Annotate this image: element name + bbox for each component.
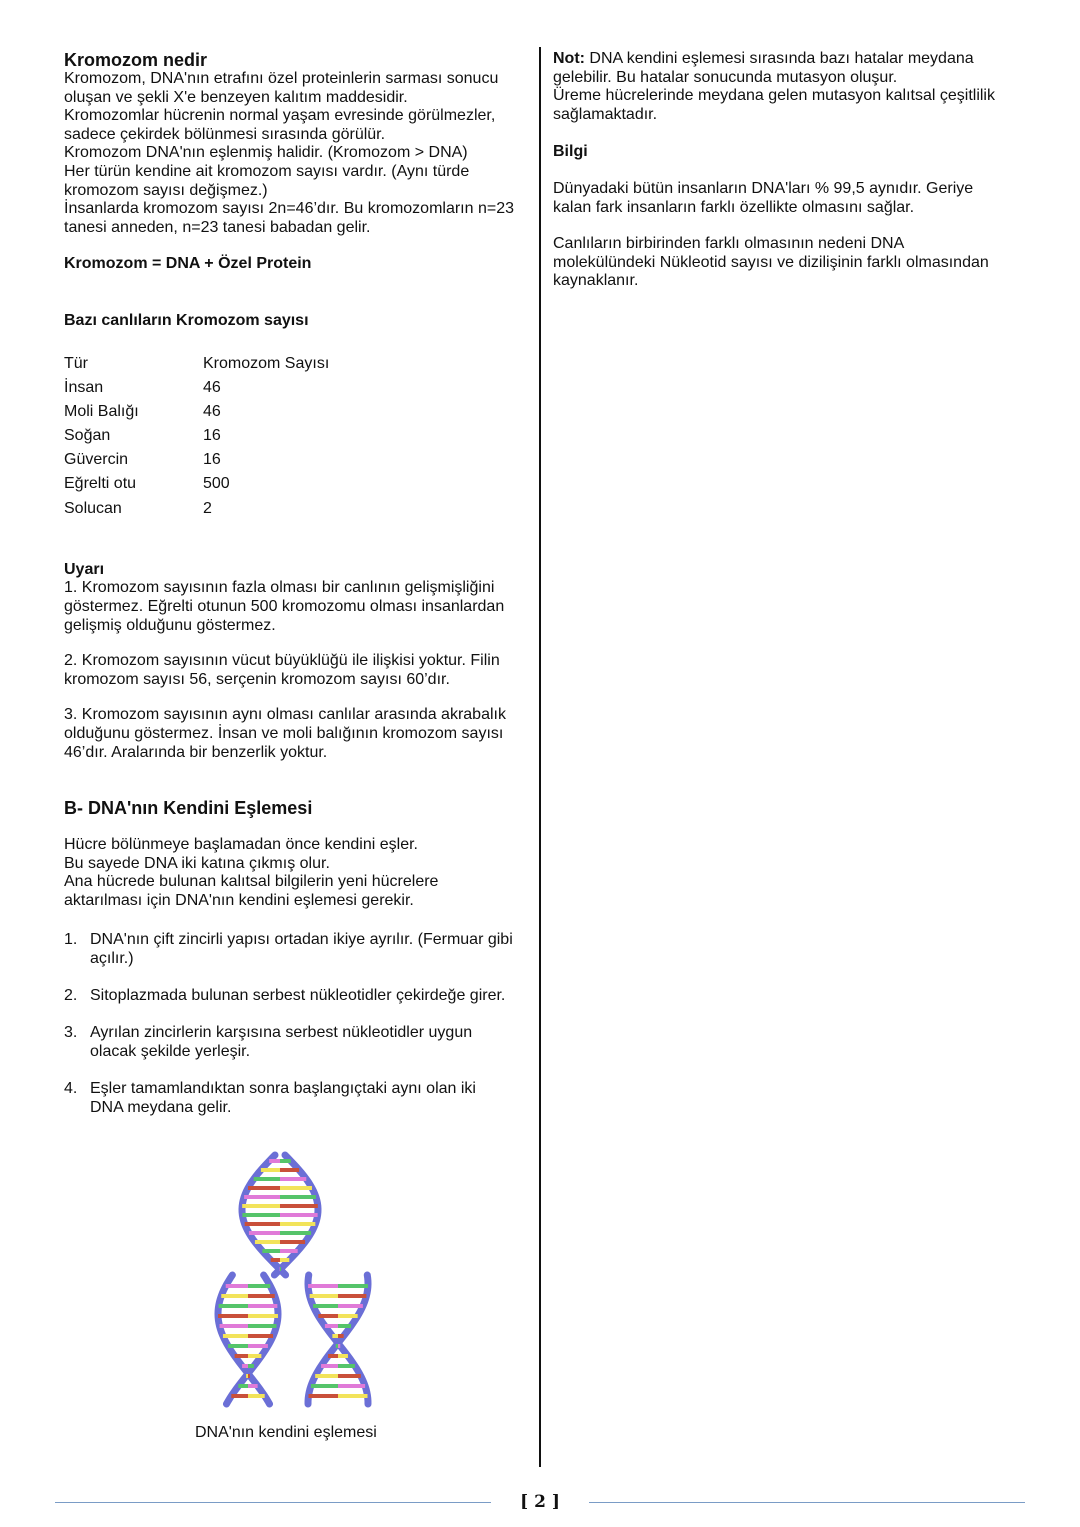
base-pair-rung: [311, 1384, 338, 1388]
base-pair-rung: [338, 1284, 368, 1288]
section-title-dna-replication: B- DNA'nın Kendini Eşlemesi: [64, 798, 313, 819]
base-pair-rung: [248, 1186, 280, 1190]
base-pair-rung: [242, 1364, 248, 1368]
base-pair-rung: [248, 1334, 273, 1338]
warning-line: göstermez. Eğrelti otunun 500 kromozomu olması insanlardan: [64, 598, 505, 616]
table-header-species: Tür: [64, 354, 88, 372]
step-text: [90, 930, 513, 968]
chromosome-table: [64, 352, 532, 521]
step-text: [90, 986, 505, 1005]
base-pair-rung: [246, 1374, 248, 1378]
base-pair-rung: [338, 1384, 365, 1388]
table-cell-species: İnsan: [64, 378, 104, 396]
replication-intro-line: Bu sayede DNA iki katına çıkmış olur.: [64, 854, 330, 872]
table-row: [64, 497, 532, 521]
warning-line: 2. Kromozom sayısının vücut büyüklüğü ile ilişkisi yoktur. Filin: [64, 652, 500, 670]
step-number: 4.: [64, 1079, 78, 1097]
note-line: sağlamaktadır.: [553, 105, 658, 123]
base-pair-rung: [254, 1177, 280, 1181]
table-cell-species: Eğrelti otu: [64, 475, 137, 493]
info-line: kalan fark insanların farklı özellikte olmasını sağlar.: [553, 198, 915, 216]
note-line: gelebilir. Bu hatalar sonucunda mutasyon oluşur.: [553, 68, 898, 86]
base-pair-rung: [338, 1354, 348, 1358]
info-paragraph-2: [553, 235, 1023, 291]
step-number: 2.: [64, 986, 78, 1004]
info-line: molekülündeki Nükleotid sayısı ve dizilişinin farklı olmasından: [553, 253, 989, 271]
base-pair-rung: [271, 1258, 280, 1262]
base-pair-rung: [228, 1344, 248, 1348]
step-number: 1.: [64, 930, 78, 948]
base-pair-rung: [245, 1222, 280, 1226]
table-title: Bazı canlıların Kromozom sayısı: [64, 311, 309, 329]
base-pair-rung: [255, 1240, 280, 1244]
warning-title: Uyarı: [64, 560, 105, 578]
footer-line-left: [55, 1502, 491, 1503]
base-pair-rung: [226, 1284, 248, 1288]
base-pair-rung: [220, 1324, 248, 1328]
warning-line: 1. Kromozom sayısının fazla olması bir canlının gelişmişliğini: [64, 579, 495, 597]
base-pair-rung: [308, 1394, 338, 1398]
base-pair-rung: [280, 1204, 318, 1208]
base-pair-rung: [235, 1354, 248, 1358]
base-pair-rung: [248, 1324, 276, 1328]
info-title: Bilgi: [553, 143, 588, 161]
base-pair-rung: [231, 1394, 248, 1398]
intro-line: Her türün kendine ait kromozom sayısı vardır. (Aynı türde: [64, 162, 470, 180]
base-pair-rung: [338, 1374, 361, 1378]
base-pair-rung: [338, 1364, 355, 1368]
base-pair-rung: [280, 1159, 291, 1163]
replication-steps: [64, 930, 532, 1117]
base-pair-rung: [328, 1354, 338, 1358]
base-pair-rung: [332, 1334, 338, 1338]
step-item: [64, 930, 532, 968]
table-cell-count: 46: [203, 378, 221, 396]
intro-line: İnsanlarda kromozom sayısı 2n=46’dır. Bu kromozomların n=23: [64, 200, 514, 218]
table-row: [64, 376, 532, 400]
base-pair-rung: [280, 1222, 315, 1226]
step-text: [90, 1023, 472, 1061]
base-pair-rung: [248, 1394, 265, 1398]
info-paragraph-1: [553, 180, 1023, 217]
step-number: 3.: [64, 1023, 78, 1041]
base-pair-rung: [338, 1314, 358, 1318]
note-box: [553, 50, 1023, 124]
left-column: [64, 50, 532, 1117]
base-pair-rung: [242, 1204, 280, 1208]
table-header-row: [64, 352, 532, 376]
replication-intro: [64, 836, 532, 910]
table-row: [64, 448, 532, 472]
info-line: kaynaklanır.: [553, 272, 639, 290]
step-line: Eşler tamamlandıktan sonra başlangıçtaki aynı olan iki: [90, 1079, 476, 1097]
section-title-kromozom: Kromozom nedir: [64, 50, 208, 70]
table-cell-count: 16: [203, 427, 221, 445]
base-pair-rung: [269, 1159, 280, 1163]
base-pair-rung: [249, 1231, 280, 1235]
base-pair-rung: [219, 1304, 248, 1308]
base-pair-rung: [325, 1324, 338, 1328]
intro-line: Kromozomlar hücrenin normal yaşam evresinde görülmezler,: [64, 107, 496, 125]
base-pair-rung: [262, 1249, 280, 1253]
base-pair-rung: [280, 1231, 311, 1235]
formula: Kromozom = DNA + Özel Protein: [64, 255, 312, 273]
base-pair-rung: [338, 1394, 368, 1398]
base-pair-rung: [313, 1304, 338, 1308]
step-text: [90, 1079, 476, 1117]
intro-line: Kromozom DNA'nın eşlenmiş halidir. (Kromozom > DNA): [64, 144, 468, 162]
kromozom-intro: [64, 70, 532, 237]
base-pair-rung: [248, 1354, 261, 1358]
base-pair-rung: [280, 1258, 289, 1262]
table-cell-count: 2: [203, 499, 212, 517]
warning-line: kromozom sayısı 56, serçenin kromozom sayısı 60’dır.: [64, 670, 450, 688]
page-number: [ 2 ]: [520, 1492, 560, 1512]
base-pair-rung: [248, 1344, 268, 1348]
replication-intro-line: aktarılması için DNA'nın kendini eşlemesi gerekir.: [64, 891, 414, 909]
table-cell-species: Moli Balığı: [64, 402, 139, 420]
note-text: DNA kendini eşlemesi sırasında bazı hatalar meydana: [584, 50, 974, 67]
warning-3: [64, 706, 532, 762]
table-cell-count: 46: [203, 402, 221, 420]
base-pair-rung: [221, 1294, 248, 1298]
dna-helix-illustration: [190, 1150, 390, 1410]
base-pair-rung: [261, 1168, 280, 1172]
warning-line: 46’dır. Aralarında bir benzerlik yoktur.: [64, 743, 328, 761]
intro-line: kromozom sayısı değişmez.): [64, 181, 268, 199]
base-pair-rung: [248, 1364, 254, 1368]
step-item: [64, 1079, 532, 1117]
base-pair-rung: [248, 1384, 258, 1388]
note-label: Not:: [553, 50, 585, 67]
warning-1: [64, 579, 532, 635]
base-pair-rung: [242, 1213, 280, 1217]
replication-intro-line: Hücre bölünmeye başlamadan önce kendini eşler.: [64, 836, 418, 854]
info-line: Canlıların birbirinden farklı olmasının nedeni DNA: [553, 235, 905, 253]
base-pair-rung: [280, 1249, 298, 1253]
base-pair-rung: [336, 1344, 338, 1348]
warning-line: olduğunu göstermez. İnsan ve moli balığının kromozom sayısı: [64, 725, 504, 742]
base-pair-rung: [238, 1384, 248, 1388]
base-pair-rung: [280, 1240, 305, 1244]
column-divider: [539, 47, 541, 1467]
base-pair-rung: [280, 1168, 299, 1172]
intro-line: sadece çekirdek bölünmesi sırasında görülür.: [64, 125, 386, 143]
base-pair-rung: [338, 1324, 351, 1328]
dna-replication-figure: [190, 1150, 390, 1410]
note-line: [553, 50, 1023, 69]
base-pair-rung: [318, 1314, 338, 1318]
table-cell-species: Güvercin: [64, 451, 129, 469]
base-pair-rung: [280, 1186, 312, 1190]
warning-2: [64, 652, 532, 689]
base-pair-rung: [248, 1284, 270, 1288]
base-pair-rung: [280, 1213, 318, 1217]
base-pair-rung: [280, 1195, 316, 1199]
step-item: [64, 1023, 532, 1061]
table-header-count: Kromozom Sayısı: [203, 354, 330, 372]
base-pair-rung: [338, 1294, 366, 1298]
table-cell-count: 16: [203, 451, 221, 469]
intro-line: tanesi anneden, n=23 tanesi babadan gelir.: [64, 218, 371, 236]
intro-line: Kromozom, DNA'nın etrafını özel proteinlerin sarması sonucu: [64, 70, 499, 87]
figure-caption: DNA'nın kendini eşlemesi: [195, 1424, 377, 1441]
right-column: [553, 50, 1023, 291]
warning-line: gelişmiş olduğunu göstermez.: [64, 616, 276, 634]
replication-intro-line: Ana hücrede bulunan kalıtsal bilgilerin yeni hücrelere: [64, 873, 439, 891]
base-pair-rung: [308, 1284, 338, 1288]
base-pair-rung: [315, 1374, 338, 1378]
base-pair-rung: [248, 1304, 277, 1308]
base-pair-rung: [338, 1344, 340, 1348]
base-pair-rung: [280, 1177, 306, 1181]
info-line: Dünyadaki bütün insanların DNA'ları % 99,5 aynıdır. Geriye: [553, 179, 974, 197]
table-cell-count: 500: [203, 475, 230, 493]
base-pair-rung: [244, 1195, 280, 1199]
table-cell-species: Solucan: [64, 499, 122, 517]
footer-line-right: [589, 1502, 1025, 1503]
warning-line: 3. Kromozom sayısının aynı olması canlılar arasında akrabalık: [64, 706, 506, 724]
base-pair-rung: [310, 1294, 338, 1298]
step-line: Sitoplazmada bulunan serbest nükleotidler çekirdeğe girer.: [90, 986, 506, 1004]
base-pair-rung: [218, 1314, 248, 1318]
base-pair-rung: [248, 1294, 275, 1298]
table-row: [64, 472, 532, 496]
table-cell-species: Soğan: [64, 427, 111, 445]
step-line: olacak şekilde yerleşir.: [90, 1042, 251, 1060]
note-line: Üreme hücrelerinde meydana gelen mutasyon kalıtsal çeşitlilik: [553, 87, 995, 105]
base-pair-rung: [321, 1364, 338, 1368]
step-item: [64, 986, 532, 1005]
base-pair-rung: [280, 1267, 281, 1271]
table-row: [64, 400, 532, 424]
step-line: DNA'nın çift zincirli yapısı ortadan ikiye ayrılır. (Fermuar gibi: [90, 930, 513, 948]
step-line: Ayrılan zincirlerin karşısına serbest nükleotidler uygun: [90, 1023, 473, 1041]
intro-line: oluşan ve şekli X'e benzeyen kalıtım maddesidir.: [64, 88, 408, 106]
step-line: açılır.): [90, 949, 134, 967]
base-pair-rung: [248, 1374, 250, 1378]
base-pair-rung: [338, 1334, 344, 1338]
base-pair-rung: [248, 1314, 278, 1318]
step-line: DNA meydana gelir.: [90, 1098, 232, 1116]
base-pair-rung: [223, 1334, 248, 1338]
table-row: [64, 424, 532, 448]
base-pair-rung: [338, 1304, 363, 1308]
